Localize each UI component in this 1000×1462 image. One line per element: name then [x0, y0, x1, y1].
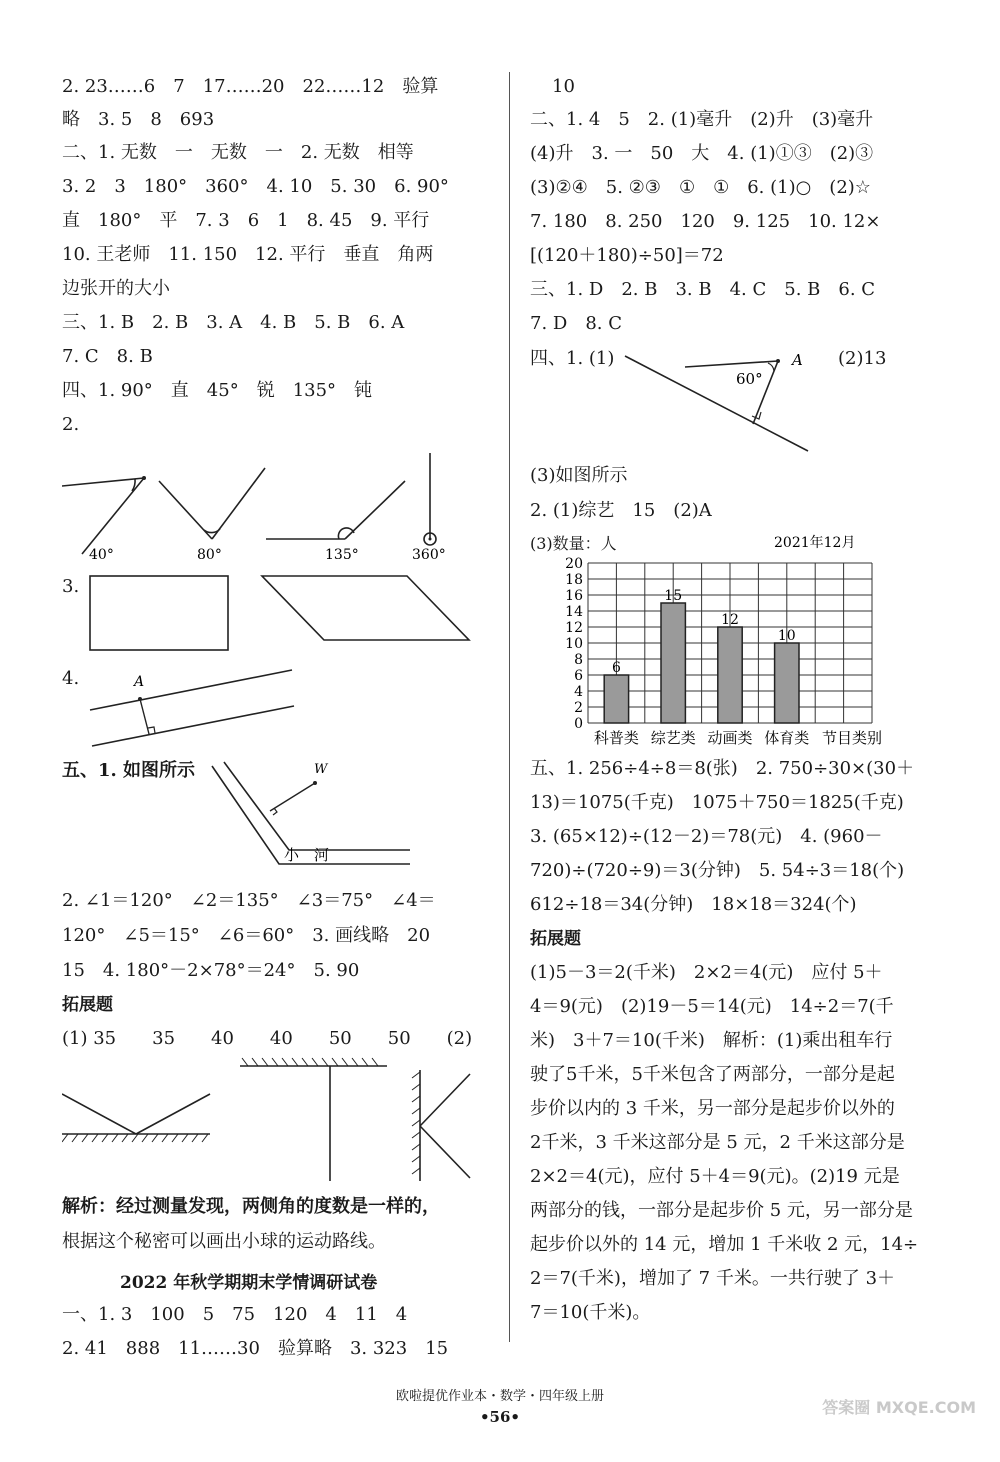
- page-number: •56•: [479, 1408, 521, 1426]
- chart-ticks: [565, 556, 583, 732]
- answer-line: 2. 41 888 11……30 验算略 3. 323 15: [62, 1338, 449, 1359]
- answer-line: (2)13: [838, 348, 887, 369]
- answer-line: 7. C 8. B: [62, 346, 153, 367]
- y-tick-label: 20: [565, 556, 583, 572]
- bar-value-label: 10: [777, 628, 796, 644]
- answer-line: (1) 35 35 40 40 50 50 (2): [62, 1028, 473, 1049]
- answer-line: 7. 180 8. 250 120 9. 125 10. 12×: [530, 211, 881, 232]
- y-tick-label: 12: [565, 620, 583, 636]
- chart-xlabel: 节目类别: [822, 729, 883, 747]
- answer-line: 7＝10(千米)。: [530, 1302, 651, 1323]
- answer-line: 720)÷(720÷9)＝3(分钟) 5. 54÷3＝18(个): [530, 860, 905, 881]
- answer-line: 边张开的大小: [62, 278, 170, 299]
- answer-line: 驶了5千米，5千米包含了两部分，一部分是起: [530, 1064, 895, 1085]
- answer-line: 米) 3＋7＝10(千米) 解析：(1)乘出租车行: [530, 1030, 893, 1051]
- analysis-text: [62, 1194, 440, 1220]
- answer-line: 四、1. 90° 直 45° 锐 135° 钝: [62, 380, 373, 401]
- bar-chart: [530, 531, 935, 751]
- y-tick-label: 18: [565, 572, 583, 588]
- answer-line: 2. 23……6 7 17……20 22……12 验算: [62, 76, 439, 97]
- watermark: [822, 1395, 976, 1418]
- answer-line: 13)＝1075(千克) 1075＋750＝1825(千克): [530, 792, 904, 813]
- angle-label: 360°: [412, 547, 446, 563]
- answer-line: 120° ∠5＝15° ∠6＝60° 3. 画线略 20: [62, 925, 431, 946]
- river-figure: [202, 756, 492, 881]
- answer-line: 3.: [62, 576, 80, 597]
- y-tick-label: 4: [574, 684, 583, 700]
- perpendicular-figure: [620, 351, 820, 461]
- angle-label: 40°: [89, 547, 114, 563]
- y-tick-label: 16: [565, 588, 583, 604]
- point-label: W: [314, 762, 328, 777]
- answer-line: 3. 2 3 180° 360° 4. 10 5. 30 6. 90°: [62, 176, 449, 197]
- y-tick-label: 10: [565, 636, 583, 652]
- answer-line: (3)如图所示: [530, 465, 628, 486]
- answer-line: (4)升 3. 一 50 大 4. (1)①③ (2)③: [530, 143, 874, 164]
- y-tick-label: 6: [574, 668, 583, 684]
- answer-line: 2. ∠1＝120° ∠2＝135° ∠3＝75° ∠4＝: [62, 890, 436, 911]
- bar-value-label: 15: [664, 588, 683, 604]
- point-label: A: [134, 674, 145, 690]
- answer-line: 四、1. (1): [530, 348, 615, 369]
- page-footer: 欧啦提优作业本・数学・四年级上册: [395, 1389, 604, 1404]
- angle-label: 60°: [736, 370, 763, 388]
- shapes-figure: [62, 566, 492, 656]
- answer-line: 三、1. B 2. B 3. A 4. B 5. B 6. A: [62, 312, 405, 333]
- analysis-text: 根据这个秘密可以画出小球的运动路线。: [62, 1231, 386, 1252]
- y-tick-label: 14: [565, 604, 583, 620]
- parallelogram: [262, 576, 469, 640]
- answer-line: 612÷18＝34(分钟) 18×18＝324(个): [530, 894, 857, 915]
- answer-line: 7. D 8. C: [530, 313, 622, 334]
- answer-line: 五、1. 256÷4÷8＝8(张) 2. 750÷30×(30＋: [530, 758, 915, 779]
- bar: [718, 627, 742, 723]
- analysis-line: 解析：经过测量发现，两侧角的度数是一样的，: [62, 1196, 440, 1217]
- answer-line: 2＝7(千米)，增加了 7 千米。一共行驶了 3＋: [530, 1268, 896, 1289]
- answer-line: 起步价以外的 14 元，增加 1 千米收 2 元，14÷: [530, 1234, 919, 1255]
- section-heading: 拓展题: [530, 929, 581, 949]
- y-tick-label: 0: [574, 716, 583, 732]
- answer-line: 2千米，3 千米这部分是 5 元，2 千米这部分是: [530, 1132, 905, 1153]
- bar: [604, 675, 628, 723]
- y-tick-label: 8: [574, 652, 583, 668]
- parallel-figure: [62, 666, 492, 756]
- chart-categories: [594, 729, 809, 747]
- bar-value-label: 12: [721, 612, 739, 628]
- answer-line: 2.: [62, 414, 80, 435]
- answer-line: 步价以内的 3 千米，另一部分是起步价以外的: [530, 1098, 895, 1119]
- section-heading: 拓展题: [62, 995, 113, 1015]
- river-label: 小 河: [284, 846, 330, 864]
- category-label: 综艺类: [650, 729, 696, 747]
- answer-line: [(120＋180)÷50]＝72: [530, 245, 724, 266]
- watermark-text: 答案圈 MXQE.COM: [822, 1398, 976, 1417]
- answer-line: 15 4. 180°－2×78°＝24° 5. 90: [62, 960, 360, 981]
- chart-ylabel: (3)数量：人: [530, 534, 617, 553]
- answer-line: 略 3. 5 8 693: [62, 109, 215, 130]
- answer-line: 一、1. 3 100 5 75 120 4 11 4: [62, 1304, 408, 1325]
- bar: [775, 643, 799, 723]
- bar: [661, 603, 685, 723]
- answer-line: 三、1. D 2. B 3. B 4. C 5. B 6. C: [530, 279, 876, 300]
- answer-line: 2. (1)综艺 15 (2)A: [530, 500, 712, 521]
- answer-line: 直 180° 平 7. 3 6 1 8. 45 9. 平行: [62, 210, 430, 231]
- exam-title: 2022 年秋学期期末学情调研试卷: [120, 1273, 378, 1293]
- chart-title: 2021年12月: [774, 535, 856, 551]
- y-tick-label: 2: [574, 700, 583, 716]
- bar-value-label: 6: [611, 660, 621, 676]
- answer-line: 10. 王老师 11. 150 12. 平行 垂直 角两: [62, 244, 434, 265]
- answer-line: 二、1. 4 5 2. (1)毫升 (2)升 (3)毫升: [530, 109, 874, 130]
- answer-line: 2×2＝4(元)，应付 5＋4＝9(元)。(2)19 元是: [530, 1166, 900, 1187]
- reflection-figure: [62, 1056, 492, 1186]
- answer-line: 10: [552, 76, 575, 97]
- answer-line: 4.: [62, 668, 80, 689]
- category-label: 体育类: [764, 729, 810, 747]
- answer-line: 3. (65×12)÷(12－2)＝78(元) 4. (960－: [530, 826, 883, 847]
- category-label: 动画类: [707, 729, 753, 747]
- rectangle: [90, 576, 228, 650]
- angle-label: 135°: [325, 547, 359, 563]
- answer-line: 二、1. 无数 一 无数 一 2. 无数 相等: [62, 142, 414, 163]
- answer-line: 两部分的钱，一部分是起步价 5 元，另一部分是: [530, 1200, 913, 1221]
- angles-figure: [62, 441, 492, 566]
- point-label: A: [792, 351, 803, 369]
- answer-line: 4＝9(元) (2)19－5＝14(元) 14÷2＝7(千: [530, 996, 894, 1017]
- answer-line: 五、1. 如图所示: [62, 760, 196, 781]
- answer-line: (1)5－3＝2(千米) 2×2＝4(元) 应付 5＋: [530, 962, 883, 983]
- answer-line: (3)②④ 5. ②③ ① ① 6. (1)○ (2)☆: [530, 177, 871, 198]
- category-label: 科普类: [593, 729, 639, 747]
- column-divider: [509, 72, 510, 1342]
- angle-label: 80°: [197, 547, 222, 563]
